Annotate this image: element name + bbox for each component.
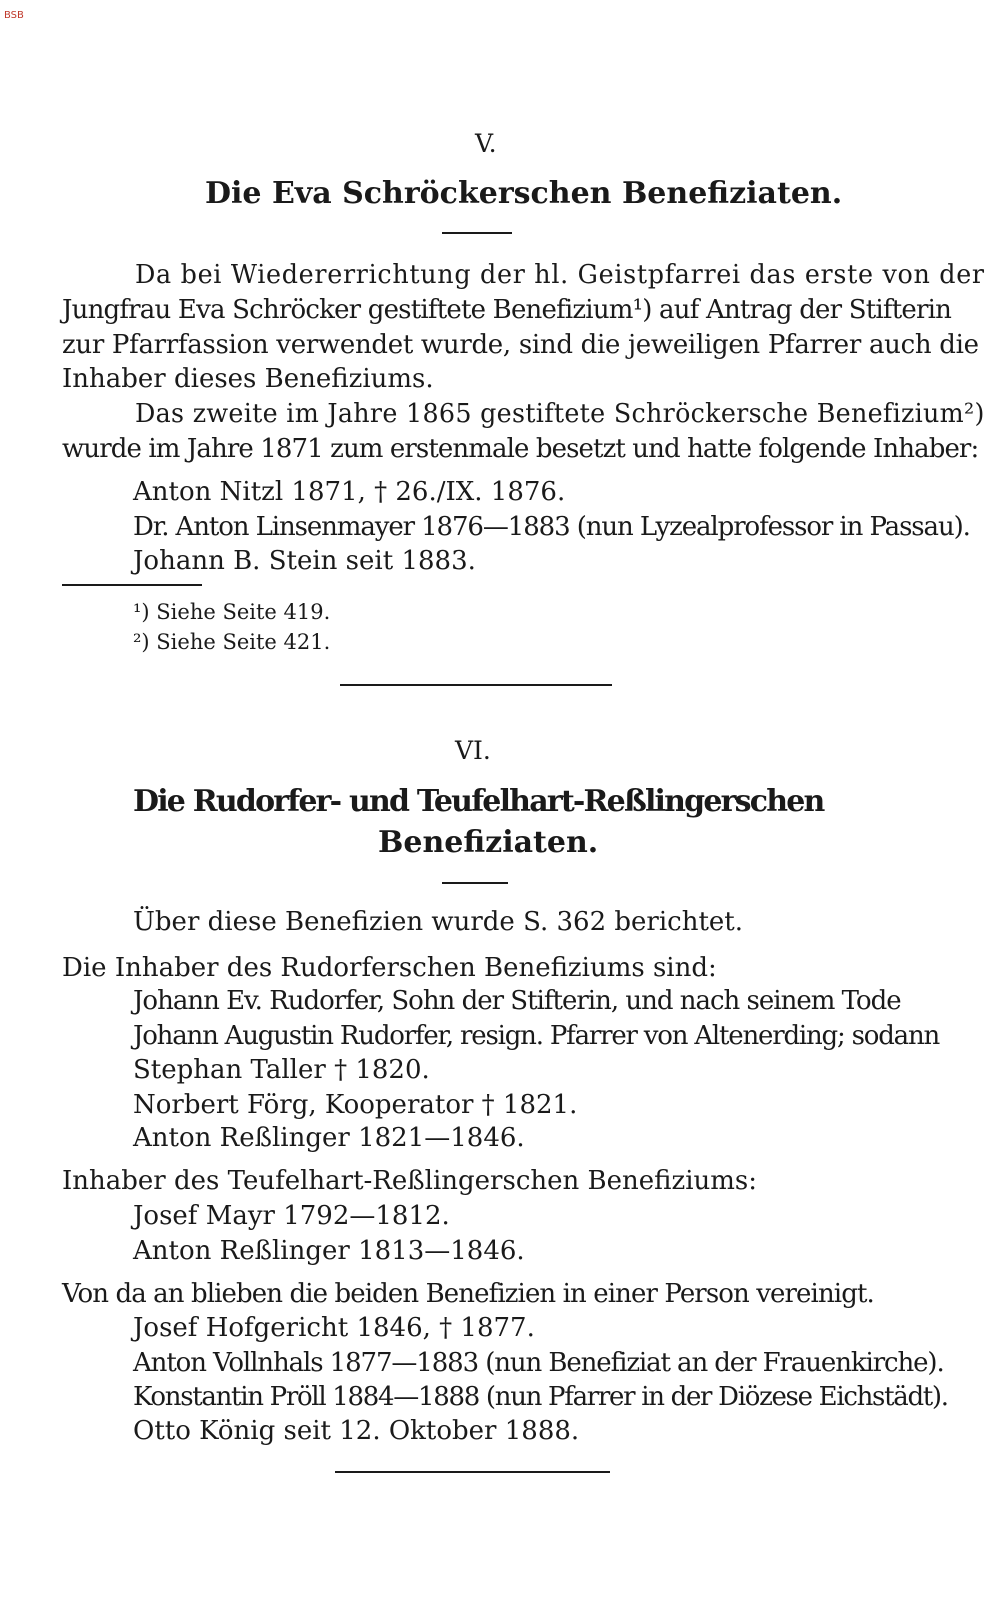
section-v-number: V. [475,129,497,158]
footnote: ¹) Siehe Seite 419. [133,600,331,624]
title-rule [442,232,512,234]
holder-entry: Anton Vollnhals 1877—1883 (nun Benefiziat an der Frauenkirche). [133,1348,944,1378]
holder-entry: Otto König seit 12. Oktober 1888. [133,1416,580,1446]
section-v-title: Die Eva Schröckerschen Benefiziaten. [205,176,843,211]
holder-entry: Johann B. Stein seit 1883. [133,546,476,576]
holder-entry: Anton Reßlinger 1821—1846. [133,1123,525,1153]
paragraph-line: Das zweite im Jahre 1865 gestiftete Schröckersche Benefizium²) [135,399,985,429]
footnote-rule [62,584,202,586]
paragraph-line: wurde im Jahre 1871 zum erstenmale besetzt und hatte folgende Inhaber: [62,434,979,464]
paragraph-line: zur Pfarrfassion verwendet wurde, sind die jeweiligen Pfarrer auch die [62,330,979,360]
section-vi-title: Die Rudorfer- und Teufelhart-Reßlingerschen [133,784,824,819]
holder-entry: Norbert Förg, Kooperator † 1821. [133,1090,578,1120]
section-vi-number: VI. [455,736,491,765]
footnote: ²) Siehe Seite 421. [133,630,331,654]
list-heading: Die Inhaber des Rudorferschen Benefiziums sind: [62,953,717,983]
holder-entry: Josef Hofgericht 1846, † 1877. [133,1313,535,1343]
section-divider [340,684,612,686]
holder-entry: Dr. Anton Linsenmayer 1876—1883 (nun Lyzealprofessor in Passau). [133,512,970,542]
holder-entry: Konstantin Pröll 1884—1888 (nun Pfarrer in der Diözese Eichstädt). [133,1382,948,1412]
list-heading: Von da an blieben die beiden Benefizien in einer Person vereinigt. [62,1279,874,1309]
holder-entry: Johann Ev. Rudorfer, Sohn der Stifterin, und nach seinem Tode [133,986,901,1016]
section-divider [335,1471,610,1473]
paragraph-line: Jungfrau Eva Schröcker gestiftete Benefizium¹) auf Antrag der Stifterin [62,295,952,325]
list-heading: Inhaber des Teufelhart-Reßlingerschen Benefiziums: [62,1166,758,1196]
holder-entry: Stephan Taller † 1820. [133,1055,430,1085]
holder-entry: Johann Augustin Rudorfer, resign. Pfarrer von Altenerding; sodann [133,1021,940,1051]
paragraph-line: Inhaber dieses Benefiziums. [62,364,434,394]
title-rule [442,882,508,884]
paragraph-line: Über diese Benefizien wurde S. 362 berichtet. [133,907,744,937]
holder-entry: Anton Reßlinger 1813—1846. [133,1236,525,1266]
section-vi-title: Benefiziaten. [378,825,599,860]
holder-entry: Anton Nitzl 1871, † 26./IX. 1876. [133,477,566,507]
holder-entry: Josef Mayr 1792—1812. [133,1201,450,1231]
paragraph-line: Da bei Wiedererrichtung der hl. Geistpfarrei das erste von der [135,260,985,290]
library-stamp: BSB [4,10,24,21]
